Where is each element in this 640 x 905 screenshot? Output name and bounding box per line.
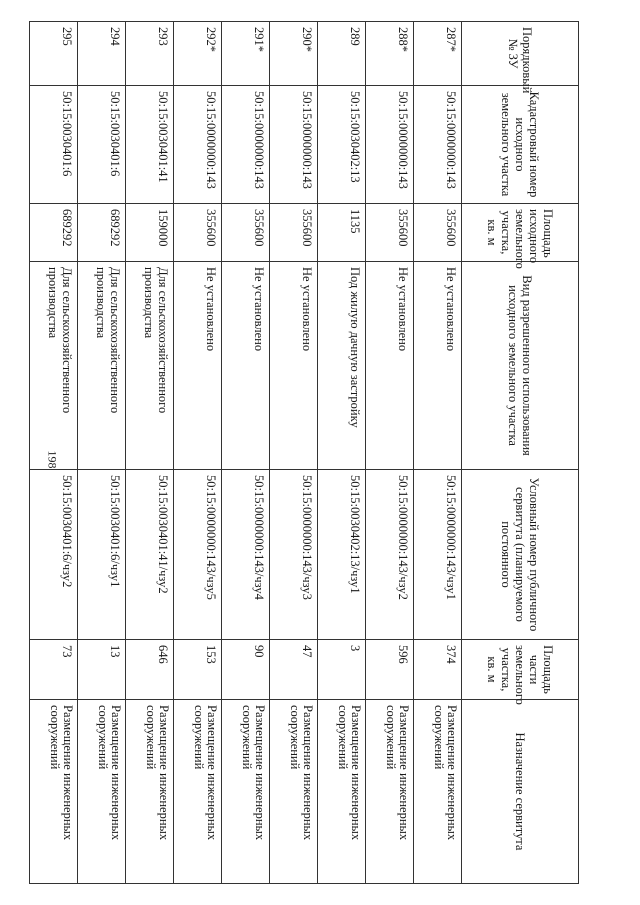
cell-part-area: 47	[270, 640, 318, 700]
cell-source-area: 355600	[270, 204, 318, 262]
cell-servitude-number: 50:15:0000000:143/чзу1	[414, 470, 462, 640]
header-number: Порядковый № ЗУ	[462, 22, 579, 86]
cell-source-area: 355600	[366, 204, 414, 262]
cell-number: 289	[318, 22, 366, 86]
cell-number: 291*	[222, 22, 270, 86]
table-row	[414, 22, 462, 884]
cell-permitted-use: Для сельскохозяйственного производства	[30, 262, 78, 470]
header-cadastral: Кадастровый номер исходного земельного участка	[462, 86, 579, 204]
cell-servitude-number: 50:15:0030401:6/чзу2	[30, 470, 78, 640]
cell-cadastral: 50:15:0000000:143	[414, 86, 462, 204]
cell-part-area: 596	[366, 640, 414, 700]
table-row	[318, 22, 366, 884]
cell-permitted-use: Для сельскохозяйственного производства	[78, 262, 126, 470]
cell-servitude-number: 50:15:0030402:13/чзу1	[318, 470, 366, 640]
cell-part-area: 90	[222, 640, 270, 700]
cell-cadastral: 50:15:0030402:13	[318, 86, 366, 204]
cell-number: 294	[78, 22, 126, 86]
cell-servitude-number: 50:15:0000000:143/чзу3	[270, 470, 318, 640]
cell-cadastral: 50:15:0030401:6	[78, 86, 126, 204]
cell-number: 293	[126, 22, 174, 86]
cell-number: 288*	[366, 22, 414, 86]
header-servitude-number: Условный номер публичного сервитута (планируемого постоянного	[462, 470, 579, 640]
cell-purpose: Размещение инженерных сооружений	[318, 700, 366, 884]
cell-permitted-use: Под жилую дачную застройку	[318, 262, 366, 470]
cell-purpose: Размещение инженерных сооружений	[78, 700, 126, 884]
table-row	[30, 22, 78, 884]
cell-source-area: 355600	[414, 204, 462, 262]
cell-part-area: 153	[174, 640, 222, 700]
cell-number: 290*	[270, 22, 318, 86]
cell-servitude-number: 50:15:0030401:41/чзу2	[126, 470, 174, 640]
cell-source-area: 355600	[222, 204, 270, 262]
header-part-area: Площадь части земельного участка, кв. м	[462, 640, 579, 700]
cell-servitude-number: 50:15:0000000:143/чзу2	[366, 470, 414, 640]
cell-purpose: Размещение инженерных сооружений	[174, 700, 222, 884]
cell-cadastral: 50:15:0000000:143	[366, 86, 414, 204]
cell-number: 292*	[174, 22, 222, 86]
cell-part-area: 3	[318, 640, 366, 700]
cell-cadastral: 50:15:0000000:143	[174, 86, 222, 204]
table-row	[78, 22, 126, 884]
cell-source-area: 689292	[30, 204, 78, 262]
cell-cadastral: 50:15:0000000:143	[222, 86, 270, 204]
header-purpose: Назначение сервитута	[462, 700, 579, 884]
cell-permitted-use: Не установлено	[222, 262, 270, 470]
table-row	[222, 22, 270, 884]
cell-permitted-use: Не установлено	[174, 262, 222, 470]
header-permitted-use: Вид разрешенного использования исходного земельного участка	[462, 262, 579, 470]
cell-permitted-use: Не установлено	[270, 262, 318, 470]
cell-cadastral: 50:15:0000000:143	[270, 86, 318, 204]
cell-purpose: Размещение инженерных сооружений	[30, 700, 78, 884]
page-number: 198	[45, 450, 60, 469]
cell-purpose: Размещение инженерных сооружений	[222, 700, 270, 884]
cell-servitude-number: 50:15:0030401:6/чзу1	[78, 470, 126, 640]
cell-purpose: Размещение инженерных сооружений	[270, 700, 318, 884]
cell-number: 287*	[414, 22, 462, 86]
cell-servitude-number: 50:15:0000000:143/чзу5	[174, 470, 222, 640]
cell-part-area: 646	[126, 640, 174, 700]
table-row	[126, 22, 174, 884]
table-row	[174, 22, 222, 884]
servitude-table	[29, 21, 579, 884]
table-row	[270, 22, 318, 884]
table-header-row	[462, 22, 579, 884]
cell-source-area: 1135	[318, 204, 366, 262]
cell-source-area: 689292	[78, 204, 126, 262]
cell-purpose: Размещение инженерных сооружений	[366, 700, 414, 884]
header-source-area: Площадь исходного земельного участка, кв. м	[462, 204, 579, 262]
cell-part-area: 374	[414, 640, 462, 700]
cell-part-area: 13	[78, 640, 126, 700]
cell-source-area: 355600	[174, 204, 222, 262]
table-row	[366, 22, 414, 884]
cell-source-area: 159000	[126, 204, 174, 262]
cell-cadastral: 50:15:0030401:6	[30, 86, 78, 204]
cell-permitted-use: Для сельскохозяйственного производства	[126, 262, 174, 470]
cell-purpose: Размещение инженерных сооружений	[126, 700, 174, 884]
cell-part-area: 73	[30, 640, 78, 700]
cell-number: 295	[30, 22, 78, 86]
cell-servitude-number: 50:15:0000000:143/чзу4	[222, 470, 270, 640]
cell-purpose: Размещение инженерных сооружений	[414, 700, 462, 884]
cell-cadastral: 50:15:0030401:41	[126, 86, 174, 204]
cell-permitted-use: Не установлено	[366, 262, 414, 470]
cell-permitted-use: Не установлено	[414, 262, 462, 470]
